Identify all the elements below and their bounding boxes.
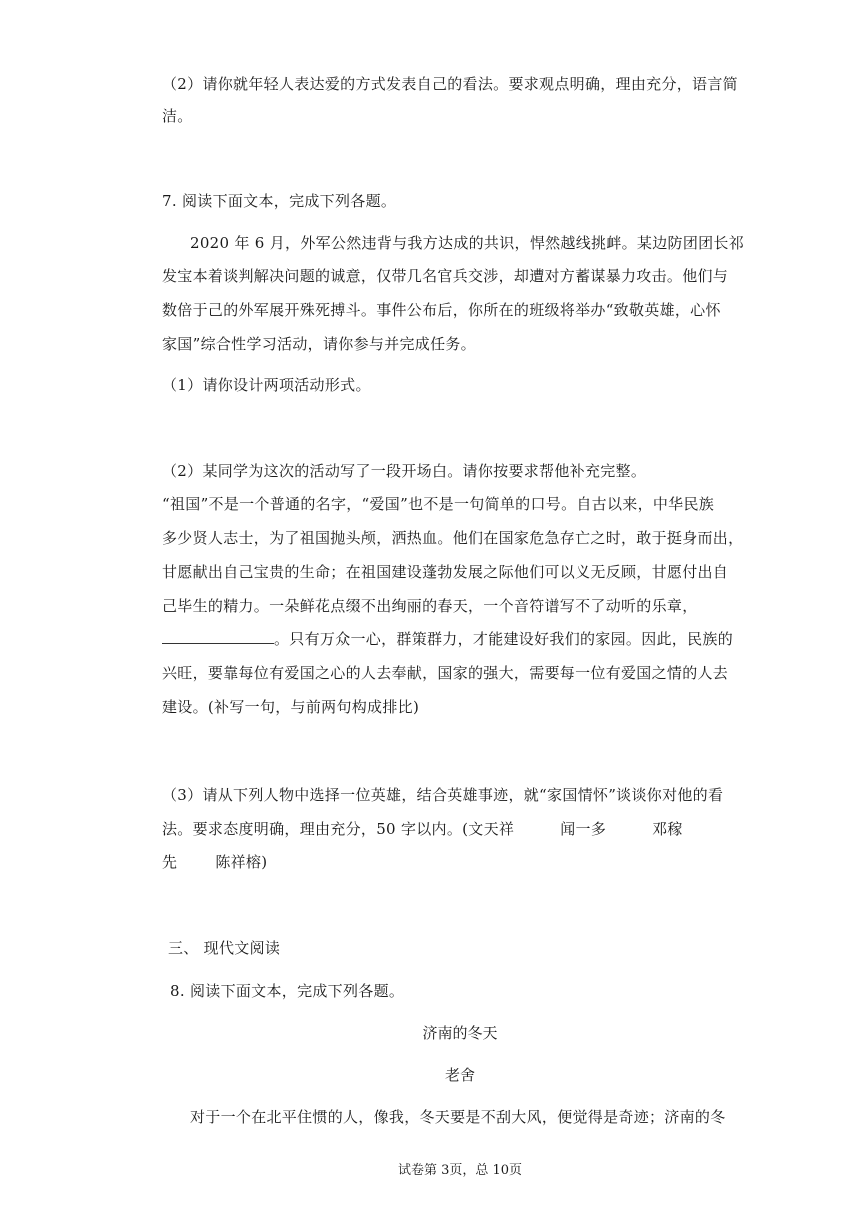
q7-heading: 7. 阅读下面文本，完成下列各题。: [162, 192, 397, 210]
answer-blank[interactable]: [162, 643, 274, 644]
hero-name-chenxiangrong: 陈祥榕): [215, 853, 268, 871]
q7-sub2-after-blank: 。只有万众一心，群策群力，才能建设好我们的家园。因此，民族的: [274, 630, 734, 648]
q7-sub2-prompt: （2）某同学为这次的活动写了一段开场白。请你按要求帮他补充完整。: [162, 462, 647, 480]
essay-author: 老舍: [444, 1066, 475, 1084]
hero-name-dengjia-end: 先: [162, 853, 178, 871]
q6-sub2-line2: 洁。: [162, 107, 193, 125]
essay-title: 济南的冬天: [422, 1024, 498, 1042]
q7-intro-line2: 发宝本着谈判解决问题的诚意，仅带几名官兵交涉，却遭对方蓄谋暴力攻击。他们与: [162, 267, 729, 285]
q7-sub3-line3: [162, 851, 267, 873]
essay-first-line: 对于一个在北平住惯的人，像我，冬天要是不刮大风，便觉得是奇迹；济南的冬: [190, 1108, 726, 1126]
q7-intro-line4: 家国”综合性学习活动，请你参与并完成任务。: [162, 335, 476, 353]
q8-heading: 8. 阅读下面文本，完成下列各题。: [170, 982, 405, 1000]
q7-sub2-line4: 己毕生的精力。一朵鲜花点缀不出绚丽的春天，一个音符谱写不了动听的乐章，: [162, 597, 698, 615]
q7-sub2-line3: 甘愿献出自己宝贵的生命；在祖国建设蓬勃发展之际他们可以义无反顾，甘愿付出自: [162, 563, 729, 581]
q7-intro-line3: 数倍于己的外军展开殊死搏斗。事件公布后，你所在的班级将举办“致敬英雄，心怀: [162, 301, 721, 319]
q6-sub2-line1: （2）请你就年轻人表达爱的方式发表自己的看法。要求观点明确，理由充分，语言简: [162, 75, 738, 93]
q7-intro-line1: 2020 年 6 月，外军公然违背与我方达成的共识，悍然越线挑衅。某边防团团长祁: [190, 234, 745, 252]
q7-sub2-blank-line: [162, 628, 733, 650]
q7-sub3-text: 法。要求态度明确，理由充分，50 字以内。(文天祥: [162, 820, 515, 838]
q7-sub3-line2: [162, 818, 683, 840]
page-footer: 试卷第 3页，总 10页: [397, 1163, 523, 1178]
q7-sub2-line1: “祖国”不是一个普通的名字，“爱国”也不是一句简单的口号。自古以来，中华民族: [162, 495, 715, 513]
hero-name-wenyiduo: 闻一多: [560, 820, 607, 838]
q7-sub1: （1）请你设计两项活动形式。: [162, 376, 371, 394]
section-3-heading: 三、 现代文阅读: [168, 939, 281, 957]
hero-name-dengjia: 邓稼: [652, 820, 683, 838]
q7-sub2-line5: 兴旺，要靠每位有爱国之心的人去奉献，国家的强大，需要每一位有爱国之情的人去: [162, 664, 729, 682]
q7-sub2-line6: 建设。(补写一句，与前两句构成排比): [162, 698, 420, 716]
q7-sub2-line2: 多少贤人志士，为了祖国抛头颅，洒热血。他们在国家危急存亡之时，敢于挺身而出，: [162, 529, 744, 547]
q7-sub3-line1: （3）请从下列人物中选择一位英雄，结合英雄事迹，就“家国情怀”谈谈你对他的看: [162, 786, 724, 804]
